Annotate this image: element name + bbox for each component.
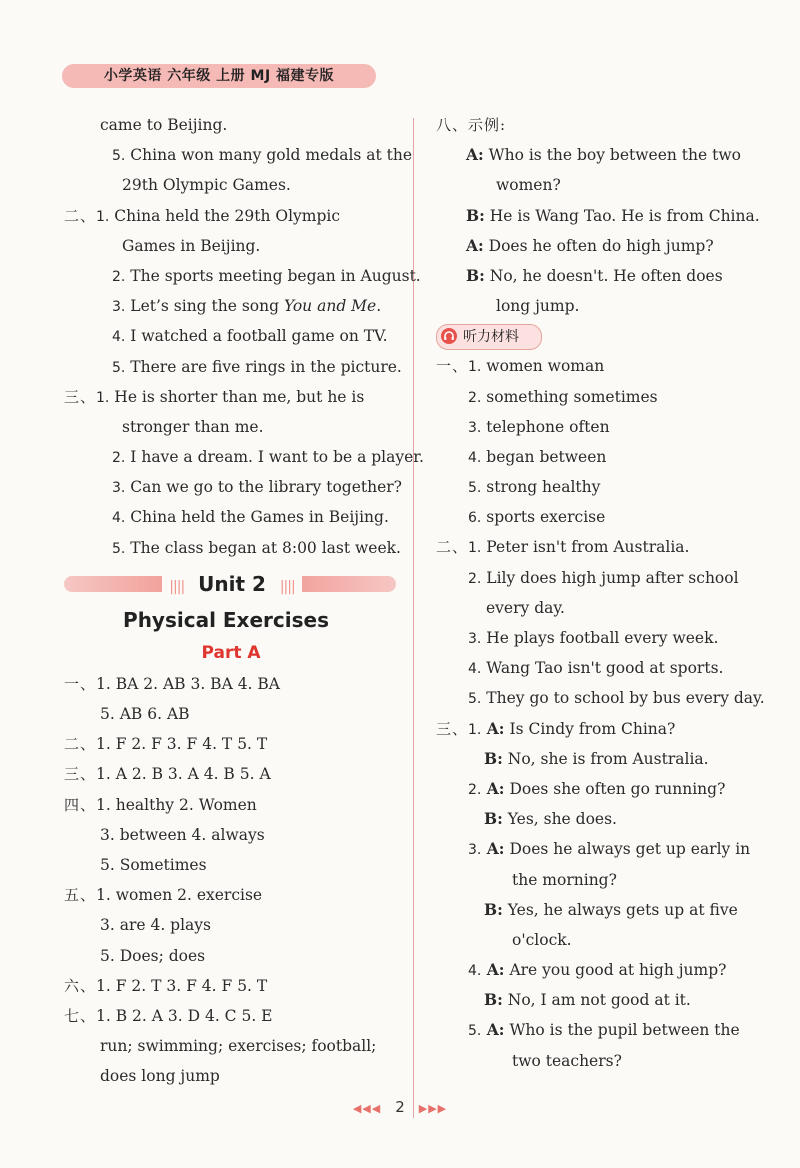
- transcript-text: Does she often go running?: [504, 779, 726, 798]
- dialogue-text: He is Wang Tao. He is from China.: [484, 206, 760, 225]
- transcript-line: [436, 955, 766, 985]
- item-number: 1.: [468, 359, 482, 376]
- answer-text: Can we go to the library together?: [125, 478, 402, 497]
- section-number: 二、: [64, 206, 97, 225]
- transcript-line: o'clock.: [512, 930, 572, 949]
- speaker-label: A:: [466, 145, 484, 165]
- transcript-line: [436, 382, 766, 412]
- speaker-label: A:: [481, 960, 505, 980]
- item-number: 5.: [112, 540, 126, 557]
- answer-line: [64, 1001, 398, 1031]
- answer-text: China held the Games in Beijing.: [125, 508, 389, 527]
- item-number: 5.: [468, 480, 482, 497]
- right-arrows-icon: ▶▶▶: [418, 1102, 448, 1115]
- transcript-text: Does he always get up early in: [504, 840, 751, 859]
- unit-label: Unit 2: [198, 571, 266, 596]
- item-number: 3.: [468, 842, 482, 859]
- item-number: 1.: [96, 208, 110, 225]
- transcript-line: [436, 714, 766, 744]
- answer-text: China won many gold medals at the: [125, 146, 413, 165]
- unit-title: Physical Exercises: [123, 607, 329, 632]
- answer-line: 29th Olympic Games.: [122, 176, 291, 195]
- answer-text: I watched a football game on TV.: [125, 327, 388, 346]
- transcript-line: [436, 623, 766, 653]
- answer-line: [64, 971, 398, 1001]
- answer-line: [64, 533, 401, 563]
- answer-line: [64, 382, 398, 412]
- answer-line: 3. between 4. always: [100, 825, 265, 844]
- transcript-text: something sometimes: [481, 387, 658, 406]
- section-number: 一、: [64, 674, 97, 693]
- answer-line: [64, 790, 398, 820]
- answer-line: [64, 472, 402, 502]
- answer-line: run; swimming; exercises; football;: [100, 1037, 377, 1056]
- listening-material-tag: [436, 321, 766, 351]
- transcript-line: [436, 472, 766, 502]
- item-number: 5.: [112, 359, 126, 376]
- speaker-label: B:: [466, 265, 485, 285]
- transcript-text: They go to school by bus every day.: [481, 689, 765, 708]
- answer-line: [64, 321, 398, 351]
- transcript-line: [436, 895, 766, 925]
- speaker-label: A:: [481, 718, 505, 738]
- speaker-label: B:: [484, 990, 503, 1010]
- unit-label-box: [162, 568, 302, 600]
- item-number: 3.: [468, 419, 482, 436]
- left-arrows-icon: ◀◀◀: [352, 1102, 382, 1115]
- answer-line: [64, 729, 398, 759]
- answer-line: [64, 261, 421, 291]
- dialogue-text: Who is the boy between the two: [483, 146, 741, 165]
- item-number: 2.: [468, 389, 482, 406]
- item-number: 2.: [112, 268, 126, 285]
- speaker-label: A:: [481, 839, 505, 859]
- transcript-text: Is Cindy from China?: [504, 719, 676, 738]
- answer-line: [64, 442, 424, 472]
- transcript-text: telephone often: [481, 417, 610, 436]
- dialogue-line: long jump.: [496, 297, 580, 316]
- transcript-line: [436, 532, 766, 562]
- item-number: 3.: [468, 631, 482, 647]
- song-title: You and Me: [283, 297, 377, 316]
- answer-text: Let’s sing the song: [125, 297, 284, 316]
- dialogue-text: No, he doesn't. He often does: [484, 266, 723, 285]
- banner-stripes-right: ||||: [279, 578, 295, 595]
- transcript-text: Wang Tao isn't good at sports.: [481, 659, 724, 678]
- listening-material-label: [436, 324, 542, 350]
- transcript-text: He plays football every week.: [481, 629, 719, 647]
- transcript-line: two teachers?: [512, 1051, 622, 1070]
- banner-stripes-left: ||||: [169, 578, 185, 595]
- section-number: 五、: [64, 886, 97, 905]
- speaker-label: A:: [481, 1020, 505, 1040]
- answer-text: 1. F 2. F 3. F 4. T 5. T: [96, 735, 268, 754]
- answer-line: [64, 669, 398, 699]
- transcript-line: [436, 502, 766, 532]
- answer-line: 5. AB 6. AB: [100, 705, 190, 723]
- answer-text: 1. B 2. A 3. D 4. C 5. E: [96, 1006, 273, 1025]
- answer-text: China held the 29th Olympic: [109, 206, 341, 225]
- speaker-label: A:: [481, 778, 505, 798]
- item-number: 3.: [112, 299, 126, 316]
- section-number: 三、: [64, 387, 97, 406]
- dialogue-line: [436, 201, 766, 231]
- answer-line: 5. Sometimes: [100, 855, 207, 874]
- transcript-text: Lily does high jump after school: [481, 568, 739, 587]
- speaker-label: B:: [466, 205, 485, 225]
- section-number: 三、: [64, 765, 97, 784]
- transcript-text: Yes, he always gets up at five: [502, 900, 738, 919]
- book-header-banner: 小学英语 六年级 上册 MJ 福建专版: [62, 64, 376, 88]
- item-number: 2.: [468, 781, 482, 798]
- transcript-text: Yes, she does.: [502, 810, 617, 829]
- answer-line: stronger than me.: [122, 417, 264, 436]
- item-number: 5.: [468, 691, 482, 708]
- transcript-text: Peter isn't from Australia.: [481, 538, 690, 557]
- answer-line: [64, 759, 398, 789]
- item-number: 5.: [112, 148, 126, 165]
- transcript-text: No, she is from Australia.: [502, 749, 709, 768]
- transcript-line: [436, 442, 766, 472]
- transcript-text: strong healthy: [481, 478, 601, 497]
- transcript-line: [436, 563, 766, 593]
- section-number: 六、: [64, 976, 97, 995]
- item-number: 4.: [468, 963, 482, 980]
- answer-text: 1. BA 2. AB 3. BA 4. BA: [96, 674, 280, 693]
- page-number: 2: [395, 1098, 405, 1116]
- speaker-label: B:: [484, 899, 503, 919]
- transcript-line: the morning?: [512, 870, 617, 889]
- answer-text: 1. women 2. exercise: [96, 886, 263, 905]
- answer-line: [64, 880, 398, 910]
- speaker-label: A:: [466, 235, 484, 255]
- answer-line: Games in Beijing.: [122, 236, 261, 255]
- section-number: 八、示例:: [436, 116, 507, 134]
- transcript-text: No, I am not good at it.: [502, 991, 691, 1010]
- transcript-line: [436, 774, 766, 804]
- right-column: [436, 110, 766, 1076]
- headphones-icon: [441, 328, 457, 344]
- answer-line: [64, 352, 402, 382]
- transcript-line: [436, 412, 766, 442]
- unit-banner: [64, 567, 398, 603]
- answer-text: There are five rings in the picture.: [125, 357, 402, 376]
- answer-text: The class began at 8:00 last week.: [125, 538, 401, 557]
- section-number: 一、: [436, 357, 469, 376]
- transcript-line: [436, 351, 766, 381]
- section-number: 二、: [64, 735, 97, 754]
- answer-text: .: [376, 297, 382, 316]
- left-column: [64, 110, 424, 1091]
- item-number: 1.: [468, 540, 482, 557]
- dialogue-line: [436, 140, 766, 170]
- item-number: 2.: [468, 570, 482, 587]
- listening-material-text: 听力材料: [463, 329, 519, 346]
- section-number: 三、: [436, 719, 469, 738]
- answer-line: [64, 502, 398, 532]
- item-number: 1.: [468, 721, 482, 738]
- transcript-text: began between: [481, 447, 607, 466]
- transcript-line: [436, 804, 766, 834]
- answer-text: I have a dream. I want to be a player.: [125, 448, 424, 467]
- answer-line: [64, 201, 398, 231]
- dialogue-line: women?: [496, 176, 561, 195]
- answer-line: [64, 291, 398, 321]
- transcript-text: Who is the pupil between the: [504, 1021, 740, 1040]
- transcript-line: [436, 653, 766, 683]
- transcript-line: every day.: [486, 598, 565, 617]
- item-number: 4.: [468, 661, 482, 678]
- transcript-line: [436, 834, 766, 864]
- transcript-line: [436, 744, 766, 774]
- answer-line: [64, 140, 413, 170]
- answer-line: does long jump: [100, 1067, 220, 1086]
- item-number: 2.: [112, 450, 126, 467]
- dialogue-line: [436, 231, 766, 261]
- item-number: 4.: [468, 449, 482, 466]
- page-footer: [0, 1098, 800, 1116]
- answer-line: 5. Does; does: [100, 946, 206, 965]
- item-number: 3.: [112, 480, 126, 497]
- item-number: 1.: [96, 389, 110, 406]
- item-number: 4.: [112, 510, 126, 527]
- transcript-text: Are you good at high jump?: [504, 961, 727, 980]
- section-number: 二、: [436, 538, 469, 557]
- section-heading: [436, 110, 766, 140]
- speaker-label: B:: [484, 748, 503, 768]
- answer-text: 1. F 2. T 3. F 4. F 5. T: [96, 976, 268, 995]
- part-heading: Part A: [201, 642, 261, 663]
- transcript-text: women woman: [481, 357, 605, 376]
- transcript-line: [436, 1015, 766, 1045]
- item-number: 4.: [112, 329, 126, 346]
- dialogue-text: Does he often do high jump?: [483, 236, 714, 255]
- transcript-line: [436, 683, 766, 713]
- answer-line: came to Beijing.: [100, 116, 228, 134]
- dialogue-line: [436, 261, 766, 291]
- section-number: 四、: [64, 795, 97, 814]
- answer-text: 1. healthy 2. Women: [96, 795, 257, 814]
- answer-text: He is shorter than me, but he is: [109, 387, 365, 406]
- section-number: 七、: [64, 1006, 97, 1025]
- item-number: 6.: [468, 510, 482, 527]
- speaker-label: B:: [484, 809, 503, 829]
- answer-line: 3. are 4. plays: [100, 916, 212, 935]
- transcript-text: sports exercise: [481, 508, 606, 527]
- item-number: 5.: [468, 1023, 482, 1040]
- answer-text: 1. A 2. B 3. A 4. B 5. A: [96, 765, 271, 784]
- transcript-line: [436, 985, 766, 1015]
- answer-text: The sports meeting began in August.: [125, 266, 421, 285]
